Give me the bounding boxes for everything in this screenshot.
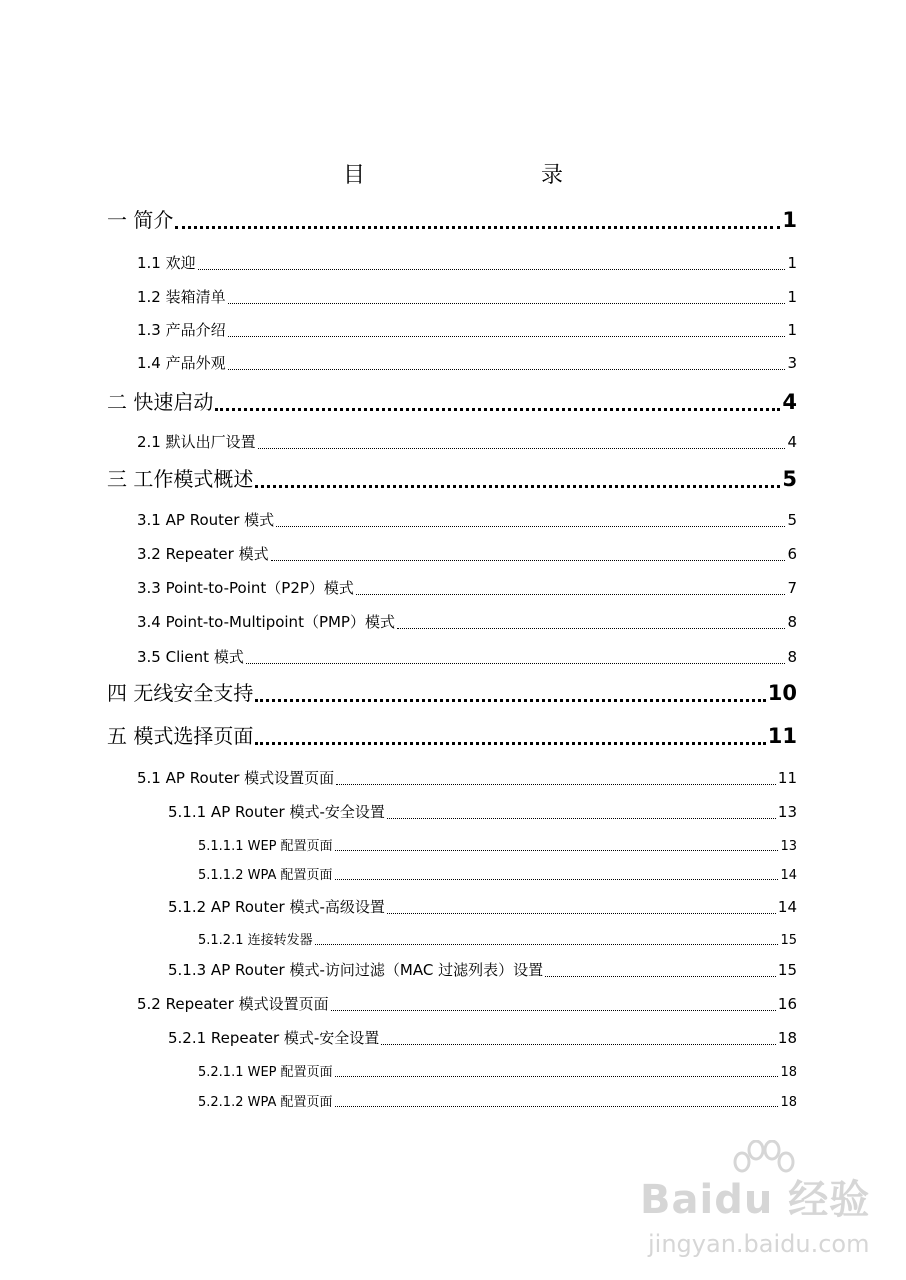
dot-leader [175,204,780,233]
toc-entry-label: 1.1 欢迎 [137,254,196,272]
toc-entry-page: 5 [787,511,797,529]
toc-entry-page: 3 [787,354,797,372]
toc-entry-3-2[interactable] [137,543,797,564]
dot-leader [228,352,786,373]
toc-entry-5-1[interactable] [137,767,797,788]
toc-entry-page: 13 [780,839,797,854]
toc-entry-label: 2.1 默认出厂设置 [137,433,256,451]
dot-leader [397,611,785,632]
baidu-jingyan-watermark [640,1140,880,1270]
toc-entry-label: 5.1.3 AP Router 模式-访问过滤（MAC 过滤列表）设置 [168,961,544,979]
dot-leader [246,646,786,667]
toc-entry-label: 5.1.1.1 WEP 配置页面 [198,839,333,854]
toc-entry-label: 5.2.1.1 WEP 配置页面 [198,1065,333,1080]
toc-entry-page: 14 [777,898,797,916]
toc-entry-label: 5.1.1.2 WPA 配置页面 [198,868,333,883]
toc-entry-chapter-3[interactable] [107,463,797,492]
toc-entry-5-1-3[interactable] [168,959,797,980]
toc-entry-page: 15 [780,933,797,948]
toc-entry-label: 5.1.1 AP Router 模式-安全设置 [168,803,385,821]
toc-entry-label: 3.4 Point-to-Multipoint（PMP）模式 [137,613,395,631]
toc-entry-chapter-4[interactable] [107,677,797,706]
toc-entry-1-3[interactable] [137,319,797,340]
toc-entry-page: 16 [777,995,797,1013]
toc-entry-page: 8 [787,613,797,631]
dot-leader [335,864,779,883]
toc-entry-label: 五 模式选择页面 [107,724,254,748]
toc-entry-label: 1.4 产品外观 [137,354,226,372]
toc-entry-page: 11 [767,724,797,748]
toc-entry-5-2-1[interactable] [168,1027,797,1048]
watermark-logo: Baidu 经验 [640,1177,871,1223]
toc-entry-page: 18 [780,1095,797,1110]
toc-entry-label: 5.2.1.2 WPA 配置页面 [198,1095,333,1110]
toc-entry-label: 一 简介 [107,208,174,232]
toc-entry-1-1[interactable] [137,252,797,273]
dot-leader [335,1061,779,1080]
toc-entry-chapter-5[interactable] [107,720,797,749]
dot-leader [545,959,776,980]
dot-leader [335,835,779,854]
toc-entry-3-1[interactable] [137,509,797,530]
dot-leader [276,509,785,530]
dot-leader [255,677,765,706]
toc-entry-chapter-1[interactable] [107,204,797,233]
toc-entry-label: 3.1 AP Router 模式 [137,511,275,529]
toc-entry-page: 1 [782,208,797,232]
toc-entry-label: 3.2 Repeater 模式 [137,545,269,563]
toc-entry-5-2-1-2[interactable] [198,1091,797,1110]
dot-leader [335,1091,779,1110]
toc-entry-3-4[interactable] [137,611,797,632]
dot-leader [331,993,776,1014]
toc-entry-1-4[interactable] [137,352,797,373]
dot-leader [336,767,776,788]
toc-entry-page: 7 [787,579,797,597]
toc-entry-label: 1.3 产品介绍 [137,321,226,339]
dot-leader [215,386,780,415]
toc-entry-5-2[interactable] [137,993,797,1014]
dot-leader [255,720,765,749]
toc-entry-page: 1 [787,254,797,272]
dot-leader [198,252,786,273]
toc-entry-5-1-1[interactable] [168,801,797,822]
toc-entry-1-2[interactable] [137,286,797,307]
toc-entry-page: 1 [787,321,797,339]
dot-leader [387,801,776,822]
toc-entry-label: 5.2 Repeater 模式设置页面 [137,995,329,1013]
dot-leader [381,1027,776,1048]
toc-entry-page: 18 [777,1029,797,1047]
toc-entry-2-1[interactable] [137,431,797,452]
toc-entry-page: 11 [777,769,797,787]
dot-leader [228,319,786,340]
toc-entry-label: 1.2 装箱清单 [137,288,226,306]
dot-leader [228,286,786,307]
toc-entry-label: 三 工作模式概述 [107,467,254,491]
watermark-url: jingyan.baidu.com [648,1230,870,1258]
toc-entry-page: 4 [782,390,797,414]
toc-entry-label: 5.2.1 Repeater 模式-安全设置 [168,1029,380,1047]
toc-entry-5-1-1-2[interactable] [198,864,797,883]
toc-entry-label: 3.5 Client 模式 [137,648,244,666]
toc-entry-page: 15 [777,961,797,979]
toc-entry-5-2-1-1[interactable] [198,1061,797,1080]
dot-leader [271,543,786,564]
toc-entry-page: 13 [777,803,797,821]
toc-entry-3-5[interactable] [137,646,797,667]
dot-leader [387,896,776,917]
toc-entry-label: 5.1.2.1 连接转发器 [198,933,313,948]
toc-entry-label: 5.1.2 AP Router 模式-高级设置 [168,898,385,916]
toc-entry-5-1-2-1[interactable] [198,929,797,948]
dot-leader [315,929,779,948]
toc-title: 目 录 [342,163,607,188]
toc-entry-3-3[interactable] [137,577,797,598]
toc-entry-page: 18 [780,1065,797,1080]
toc-entry-label: 二 快速启动 [107,390,214,414]
toc-entry-5-1-1-1[interactable] [198,835,797,854]
toc-entry-page: 6 [787,545,797,563]
dot-leader [258,431,786,452]
toc-entry-page: 14 [780,868,797,883]
toc-entry-chapter-2[interactable] [107,386,797,415]
toc-entry-page: 8 [787,648,797,666]
dot-leader [356,577,786,598]
toc-entry-label: 5.1 AP Router 模式设置页面 [137,769,335,787]
dot-leader [255,463,780,492]
toc-entry-label: 四 无线安全支持 [107,681,254,705]
toc-entry-5-1-2[interactable] [168,896,797,917]
toc-entry-page: 1 [787,288,797,306]
toc-entry-page: 5 [782,467,797,491]
toc-entry-page: 4 [787,433,797,451]
toc-entry-label: 3.3 Point-to-Point（P2P）模式 [137,579,354,597]
toc-entry-page: 10 [767,681,797,705]
